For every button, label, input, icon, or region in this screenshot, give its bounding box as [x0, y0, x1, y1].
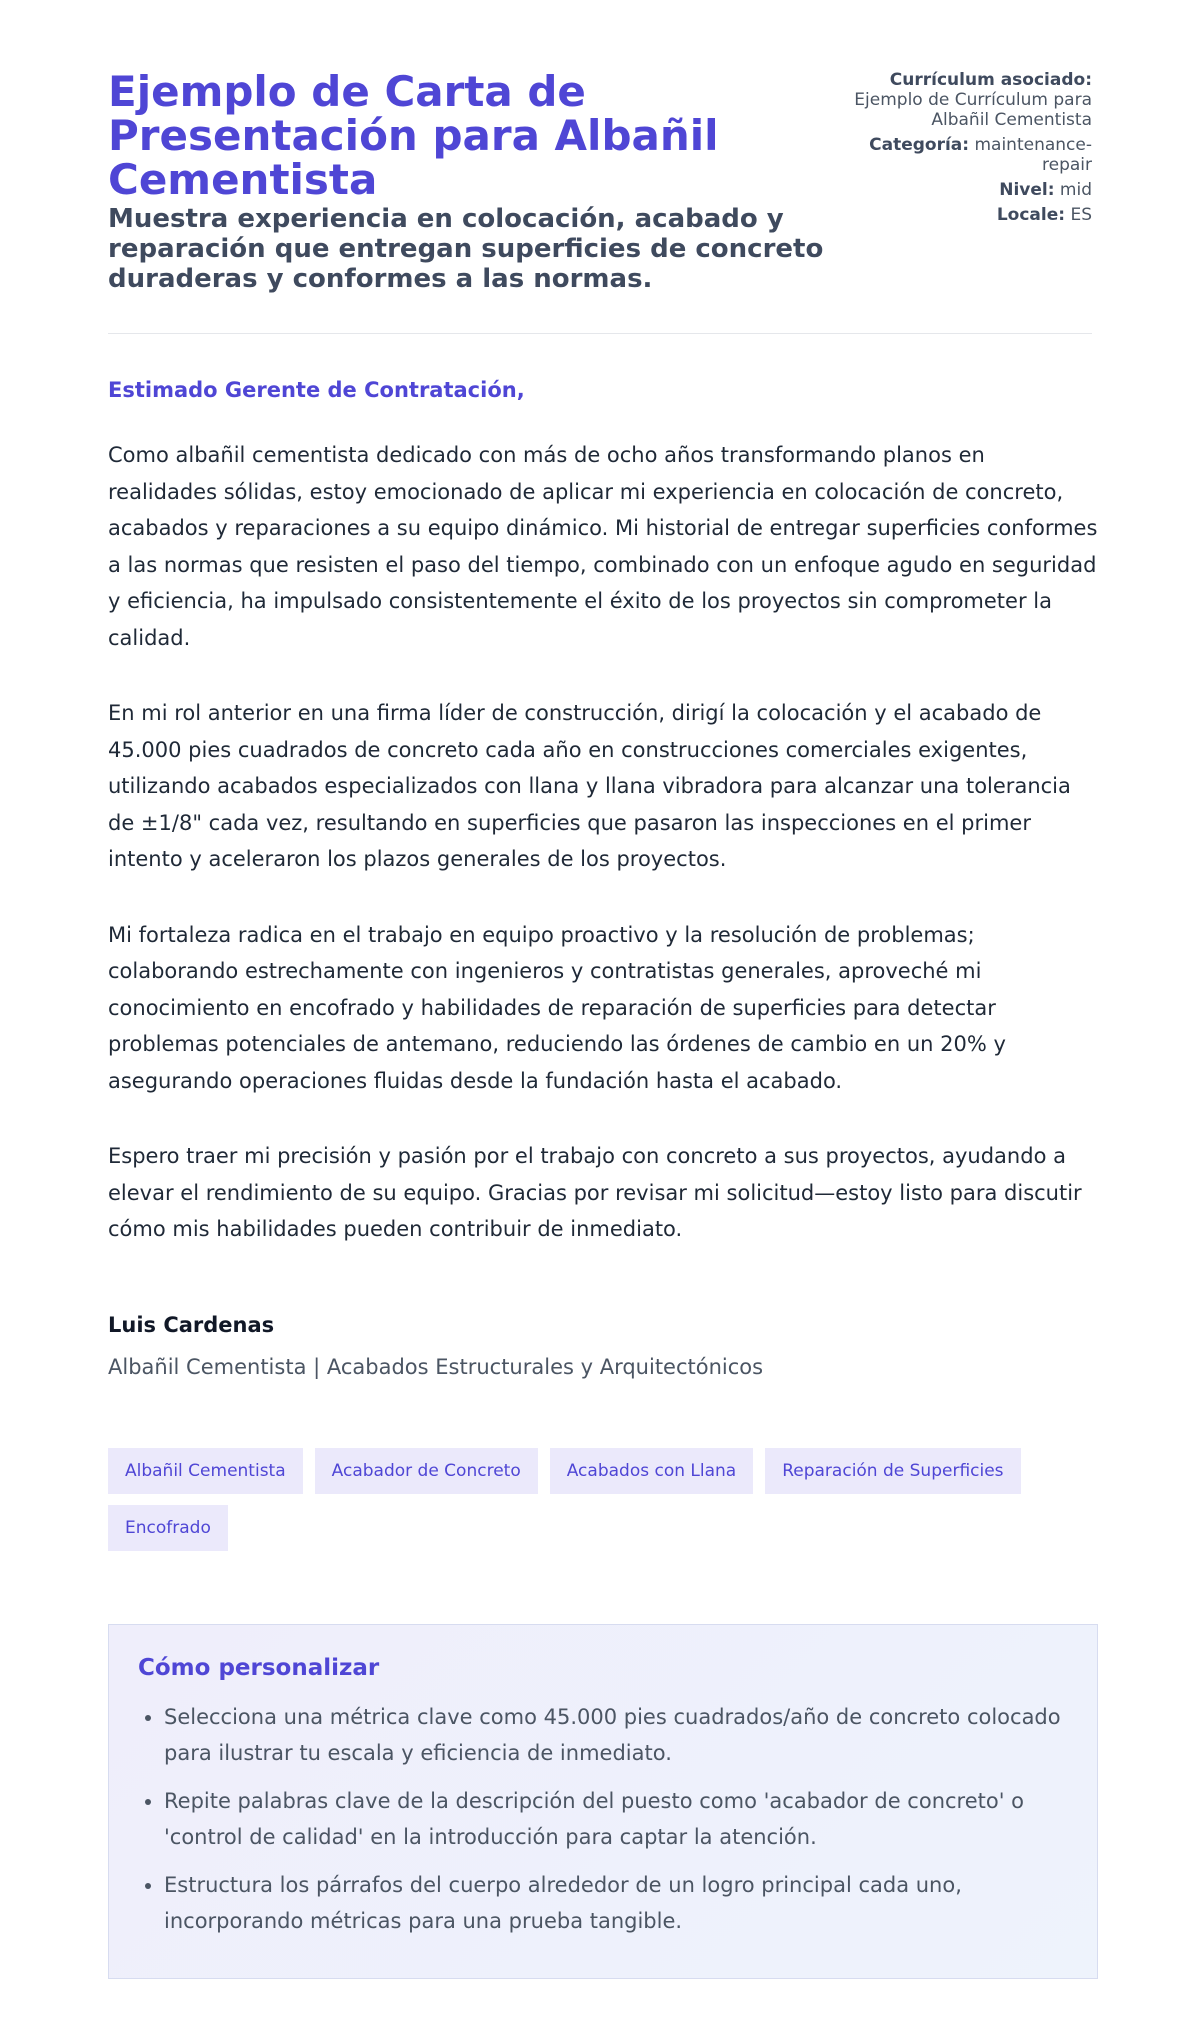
tag-chip: Acabador de Concreto: [315, 1448, 538, 1494]
letter-paragraph: Como albañil cementista dedicado con más de ocho años transformando planos en realidades sólidas, estoy emocionado de aplicar mi experiencia en colocación de concreto, acabados y reparaciones a su equipo dinámico. Mi historial de entregar superficies conformes a las normas que resisten el paso del tiempo, combinado con un enfoque agudo en seguridad y eficiencia, ha impulsado consistentemente el éxito de los proyectos sin comprometer la calidad.: [108, 443, 1098, 650]
letter-greeting: Estimado Gerente de Contratación,: [108, 378, 525, 402]
tag-chip: Albañil Cementista: [108, 1448, 303, 1494]
meta-resume: [848, 70, 1092, 130]
tag-list: [108, 1448, 1092, 1551]
letter-body: [108, 437, 1100, 1287]
tag-chip: Reparación de Superficies: [765, 1448, 1020, 1494]
meta-level-value: mid: [1059, 180, 1092, 200]
tag-chip: Encofrado: [108, 1505, 228, 1551]
tips-heading: Cómo personalizar: [138, 1655, 380, 1681]
meta-level: [848, 180, 1092, 200]
page-subtitle: Muestra experiencia en colocación, acabado y reparación que entregan superficies de concreto duraderas y conformes a las normas.: [108, 204, 824, 294]
customization-tips-box: [108, 1624, 1098, 1979]
meta-resume-value: Ejemplo de Currículum para Albañil Cementista: [854, 90, 1092, 130]
tips-list: [138, 1699, 1068, 1939]
meta-category-value: maintenance-repair: [974, 135, 1092, 175]
meta-category: [848, 135, 1092, 175]
meta-level-label: Nivel:: [999, 180, 1055, 200]
tag-chip: Acabados con Llana: [550, 1448, 754, 1494]
signature-name: Luis Cardenas: [108, 1313, 275, 1337]
meta-resume-label: Currículum asociado:: [889, 70, 1092, 90]
tip-item: • Repite palabras clave de la descripción del puesto como 'acabador de concreto' o 'control de calidad' en la introducción para captar la atención.: [164, 1783, 1068, 1855]
letter-paragraph: En mi rol anterior en una firma líder de construcción, dirigí la colocación y el acabado de 45.000 pies cuadrados de concreto cada año en construcciones comerciales exigentes, utilizando acabados especializados con llana y llana vibradora para alcanzar una tolerancia de ±1/8" cada vez, resultando en superficies que pasaron las inspecciones en el primer intento y aceleraron los plazos generales de los proyectos.: [108, 701, 1071, 871]
meta-category-label: Categoría:: [869, 135, 970, 155]
tip-item: • Selecciona una métrica clave como 45.000 pies cuadrados/año de concreto colocado para ilustrar tu escala y eficiencia de inmediato.: [164, 1699, 1068, 1771]
title-block: [108, 67, 848, 294]
letter-paragraph: Espero traer mi precisión y pasión por el trabajo con concreto a sus proyectos, ayudando a elevar el rendimiento de su equipo. Gracias por revisar mi solicitud—estoy listo para discutir cómo mis habilidades pueden contribuir de inmediato.: [108, 1144, 1082, 1241]
meta-panel: [848, 70, 1092, 230]
tip-item: • Estructura los párrafos del cuerpo alrededor de un logro principal cada uno, incorporando métricas para una prueba tangible.: [164, 1867, 1068, 1939]
page-title: Ejemplo de Carta de Presentación para Albañil Cementista: [108, 67, 719, 204]
signature-role: Albañil Cementista | Acabados Estructurales y Arquitectónicos: [108, 1355, 764, 1379]
page-header: [108, 0, 1092, 294]
meta-locale-label: Locale:: [996, 205, 1066, 225]
letter-paragraph: Mi fortaleza radica en el trabajo en equipo proactivo y la resolución de problemas; colaborando estrechamente con ingenieros y contratistas generales, aproveché mi conocimiento en encofrado y habilidades de reparación de superficies para detectar problemas potenciales de antemano, reduciendo las órdenes de cambio en un 20% y asegurando operaciones fluidas desde la fundación hasta el acabado.: [108, 922, 1006, 1093]
meta-locale-value: ES: [1070, 205, 1092, 225]
header-divider: [108, 333, 1092, 334]
meta-locale: [848, 205, 1092, 225]
